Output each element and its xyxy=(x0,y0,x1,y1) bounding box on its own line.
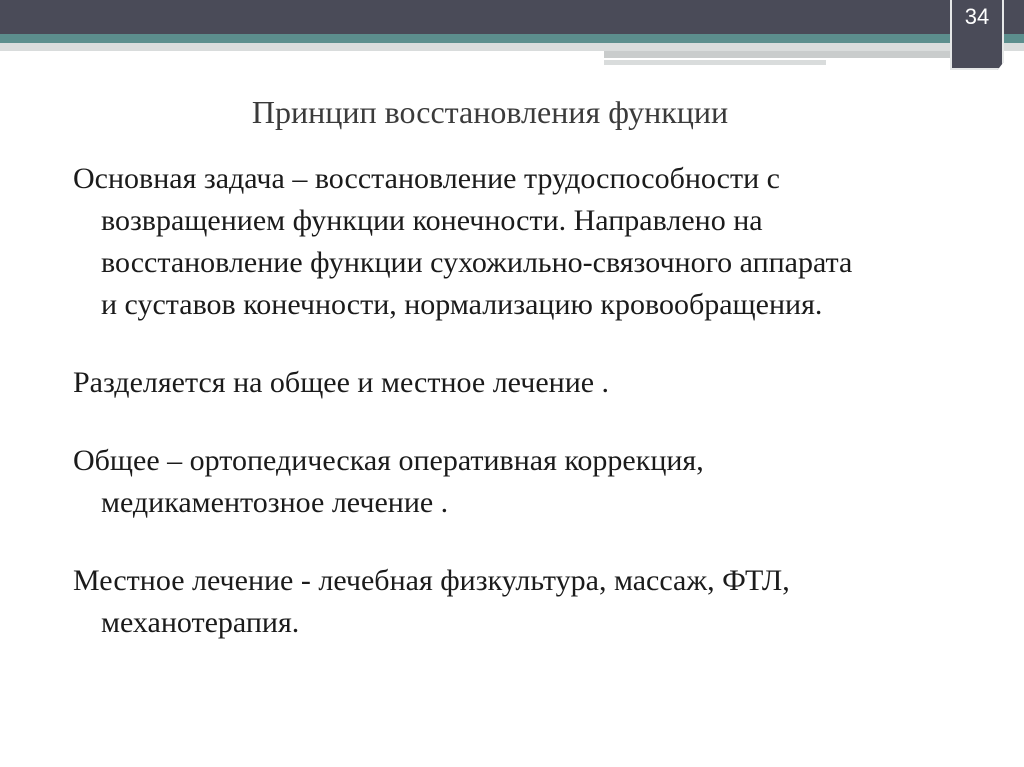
paragraph-line: Общее – ортопедическая оперативная коррекция, xyxy=(73,444,704,477)
header-accent-bar-small xyxy=(604,60,826,65)
paragraph-line: возвращением функции конечности. Направлено на xyxy=(101,204,763,237)
header-dark-band xyxy=(0,0,1024,34)
paragraph-line: Основная задача – восстановление трудоспособности с xyxy=(73,162,780,195)
paragraph-division xyxy=(73,362,973,404)
paragraph-line: Разделяется на общее и местное лечение . xyxy=(73,366,610,399)
slide-title: Принцип восстановления функции xyxy=(251,94,729,130)
page-number: 34 xyxy=(964,4,990,29)
header-teal-band xyxy=(0,34,1024,43)
paragraph-main-task xyxy=(73,158,973,326)
paragraph-line: медикаментозное лечение . xyxy=(101,486,449,519)
header-light-band xyxy=(0,43,1024,51)
paragraph-line: Местное лечение - лечебная физкультура, массаж, ФТЛ, xyxy=(73,564,790,597)
paragraph-local xyxy=(73,560,973,644)
paragraph-line: механотерапия. xyxy=(101,606,300,639)
paragraph-line: восстановление функции сухожильно-связочного аппарата xyxy=(101,246,853,279)
header-accent-bar xyxy=(604,51,1004,58)
slide-body xyxy=(73,158,973,644)
paragraph-general xyxy=(73,440,973,524)
paragraph-line: и суставов конечности, нормализацию кровообращения. xyxy=(101,288,823,321)
